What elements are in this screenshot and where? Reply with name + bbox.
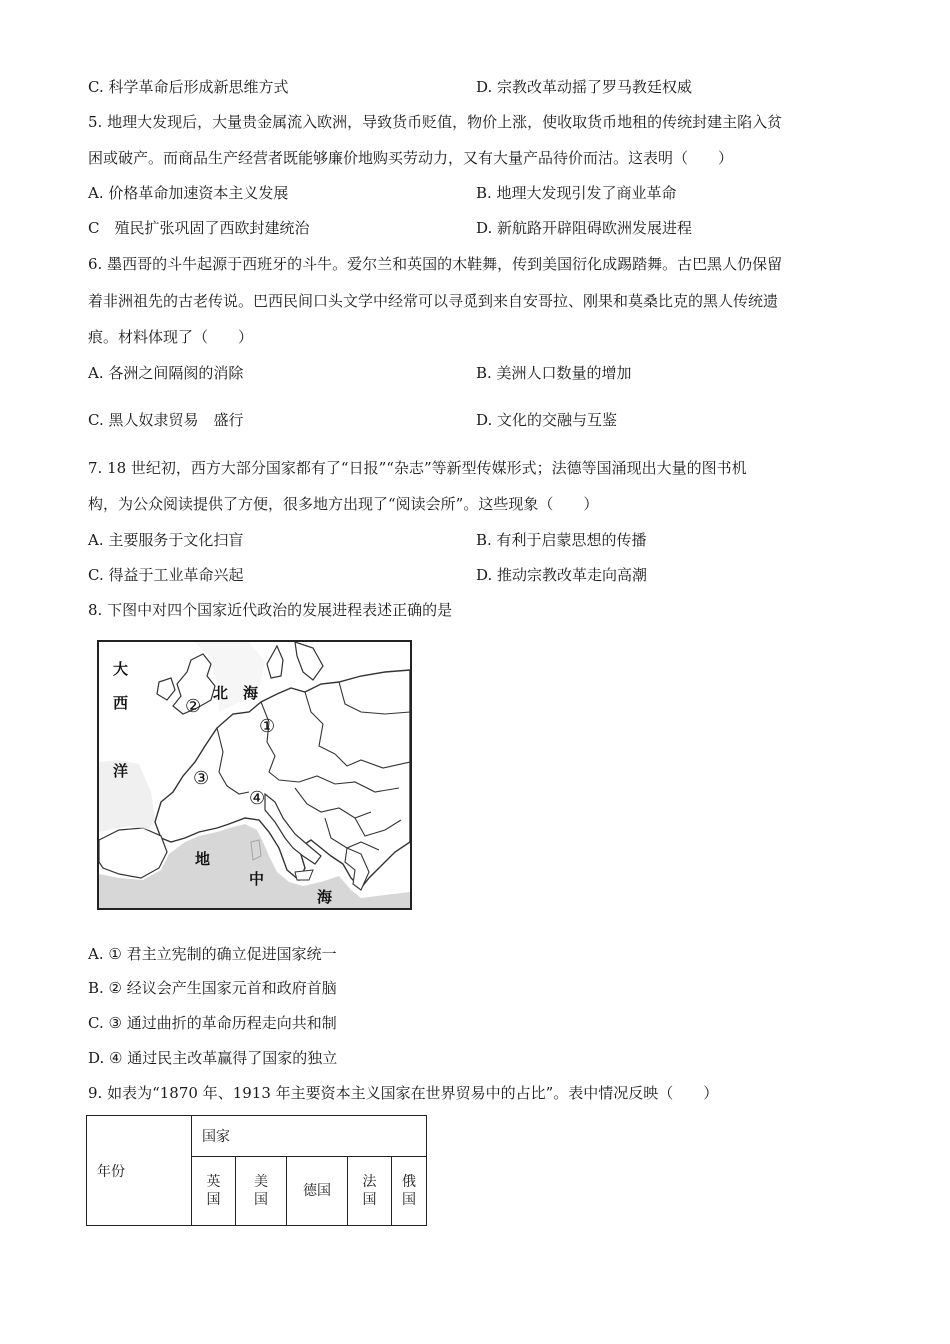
q5-stem-line1: 5. 地理大发现后，大量贵金属流入欧洲，导致货币贬值，物价上涨，使收取货币地租的传统封建主陷入贫 [88,113,783,131]
table-country-russia [392,1157,427,1226]
map-marker-3: ③ [193,768,210,789]
table-country-us-char2: 国 [254,1192,268,1209]
q7-option-b: B. 有利于启蒙思想的传播 [476,531,647,549]
q6-option-a: A. 各洲之间隔阂的消除 [88,364,244,382]
table-country-russia-char2: 国 [402,1192,416,1209]
map-label-med-1: 地 [195,850,211,868]
map-label-med-3: 海 [317,888,333,906]
q5-option-c: C 殖民扩张巩固了西欧封建统治 [88,219,310,237]
table-country-us-char1: 美 [254,1174,268,1191]
q6-option-c: C. 黑人奴隶贸易 盛行 [88,411,244,429]
map-marker-4: ④ [249,788,266,809]
europe-map [97,640,412,910]
q8-stem: 8. 下图中对四个国家近代政治的发展进程表述正确的是 [88,601,453,619]
table-country-russia-char1: 俄 [402,1174,416,1191]
map-marker-2: ② [185,696,202,717]
q7-stem-line2: 构，为公众阅读提供了方便，很多地方出现了“阅读会所”。这些现象（ ） [88,495,599,513]
q5-option-d: D. 新航路开辟阻碍欧洲发展进程 [476,219,693,237]
table-country-uk-char2: 国 [206,1192,221,1209]
q8-option-c: C. ③ 通过曲折的革命历程走向共和制 [88,1014,337,1032]
map-marker-1: ① [259,716,276,737]
table-country-france-char2: 国 [362,1192,377,1209]
q8-option-d: D. ④ 通过民主改革赢得了国家的独立 [88,1049,338,1067]
q9-stem: 9. 如表为“1870 年、1913 年主要资本主义国家在世界贸易中的占比”。表中情况反映（ ） [88,1084,719,1102]
map-label-atlantic-1: 大 [113,660,129,678]
map-label-med-2: 中 [249,870,265,888]
trade-share-table [86,1115,427,1226]
table-country-us [236,1157,287,1226]
q5-stem-line2: 困或破产。而商品生产经营者既能够廉价地购买劳动力，又有大量产品待价而沽。这表明（ ） [88,149,734,167]
q6-stem-line3: 痕。材料体现了（ ） [88,328,254,346]
q8-option-a: A. ① 君主立宪制的确立促进国家统一 [88,945,337,963]
q4-option-c: C. 科学革命后形成新思维方式 [88,78,289,96]
table-header-year: 年份 [87,1116,192,1226]
q7-option-a: A. 主要服务于文化扫盲 [88,531,244,549]
map-label-north-sea-2: 海 [243,684,259,702]
q7-option-d: D. 推动宗教改革走向高潮 [476,566,648,584]
map-label-atlantic-2: 西 [113,694,129,712]
table-country-france-char1: 法 [362,1174,377,1191]
q4-option-d: D. 宗教改革动摇了罗马教廷权威 [476,78,693,96]
q5-option-b: B. 地理大发现引发了商业革命 [476,184,677,202]
q6-stem-line1: 6. 墨西哥的斗牛起源于西班牙的斗牛。爱尔兰和英国的木鞋舞，传到美国衍化成踢踏舞。古巴黑人仍保留 [88,255,783,273]
table-country-uk-char1: 英 [206,1174,221,1191]
q6-option-b: B. 美洲人口数量的增加 [476,364,632,382]
q7-option-c: C. 得益于工业革命兴起 [88,566,244,584]
q6-option-d: D. 文化的交融与互鉴 [476,411,618,429]
q7-stem-line1: 7. 18 世纪初，西方大部分国家都有了“日报”“杂志”等新型传媒形式；法德等国涌现出大量的图书机 [88,459,747,477]
q5-option-a: A. 价格革命加速资本主义发展 [88,184,289,202]
table-country-france [348,1157,392,1226]
table-header-country: 国家 [192,1116,427,1157]
map-label-atlantic-3: 洋 [113,762,129,780]
table-country-uk [192,1157,236,1226]
table-country-germany-label: 德国 [303,1183,331,1200]
q6-stem-line2: 着非洲祖先的古老传说。巴西民间口头文学中经常可以寻觅到来自安哥拉、刚果和莫桑比克的黑人传统遗 [88,292,779,310]
table-country-germany [287,1157,348,1226]
map-label-north-sea-1: 北 [213,684,229,702]
q8-option-b: B. ② 经议会产生国家元首和政府首脑 [88,979,337,997]
